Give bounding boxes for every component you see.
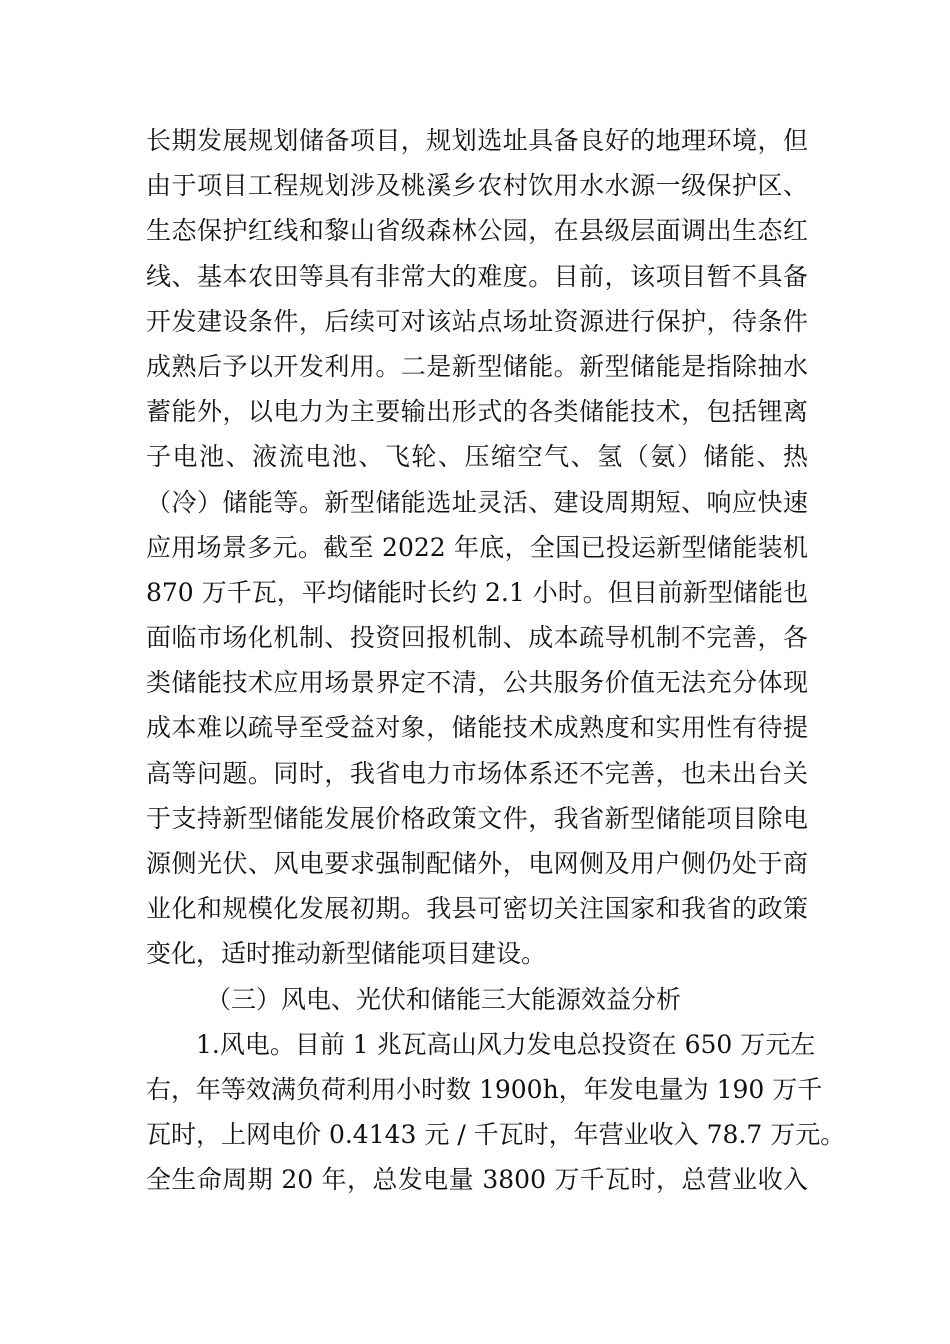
paragraph-line: 变化，适时推动新型储能项目建设。 <box>146 939 547 969</box>
paragraph-line: 面临市场化机制、投资回报机制、成本疏导机制不完善，各 <box>146 623 808 653</box>
paragraph-line: 开发建设条件，后续可对该站点场址资源进行保护，待条件 <box>146 306 808 336</box>
paragraph-line: 瓦时，上网电价 0.4143 元 / 千瓦时，年营业收入 78.7 万元。 <box>146 1120 846 1150</box>
paragraph-line: 蓄能外，以电力为主要输出形式的各类储能技术，包括锂离 <box>146 397 808 427</box>
paragraph-line: 成熟后予以开发利用。二是新型储能。新型储能是指除抽水 <box>146 351 808 381</box>
paragraph-line: 于支持新型储能发展价格政策文件，我省新型储能项目除电 <box>146 803 808 833</box>
paragraph-line: 长期发展规划储备项目，规划选址具备良好的地理环境，但 <box>146 126 808 155</box>
paragraph-line: 生态保护红线和黎山省级森林公园，在县级层面调出生态红 <box>146 216 808 246</box>
section-heading: （三）风电、光伏和储能三大能源效益分析 <box>206 984 682 1014</box>
paragraph-line: 由于项目工程规划涉及桃溪乡农村饮用水水源一级保护区、 <box>146 171 808 201</box>
paragraph-line: 源侧光伏、风电要求强制配储外，电网侧及用户侧仍处于商 <box>146 849 808 878</box>
paragraph-line: 全生命周期 20 年，总发电量 3800 万千瓦时，总营业收入 <box>146 1165 808 1195</box>
body-text <box>146 118 846 1203</box>
paragraph-line: 业化和规模化发展初期。我县可密切关注国家和我省的政策 <box>146 894 808 924</box>
paragraph-line: 870 万千瓦，平均储能时长约 2.1 小时。但目前新型储能也 <box>146 577 808 607</box>
paragraph-line: 应用场景多元。截至 2022 年底，全国已投运新型储能装机 <box>146 532 808 562</box>
paragraph-line: 类储能技术应用场景界定不清，公共服务价值无法充分体现 <box>146 668 808 698</box>
paragraph-line: （冷）储能等。新型储能选址灵活、建设周期短、响应快速 <box>146 487 808 517</box>
paragraph-line: 线、基本农田等具有非常大的难度。目前，该项目暂不具备 <box>146 261 808 291</box>
paragraph-line: 子电池、液流电池、飞轮、压缩空气、氢（氨）储能、热 <box>146 442 808 472</box>
paragraph-line: 成本难以疏导至受益对象，储能技术成熟度和实用性有待提 <box>146 713 808 743</box>
paragraph-line: 高等问题。同时，我省电力市场体系还不完善，也未出台关 <box>146 758 808 788</box>
paragraph-line: 右，年等效满负荷利用小时数 1900h，年发电量为 190 万千 <box>146 1074 823 1104</box>
paragraph-line: 1.风电。目前 1 兆瓦高山风力发电总投资在 650 万元左 <box>196 1029 816 1059</box>
